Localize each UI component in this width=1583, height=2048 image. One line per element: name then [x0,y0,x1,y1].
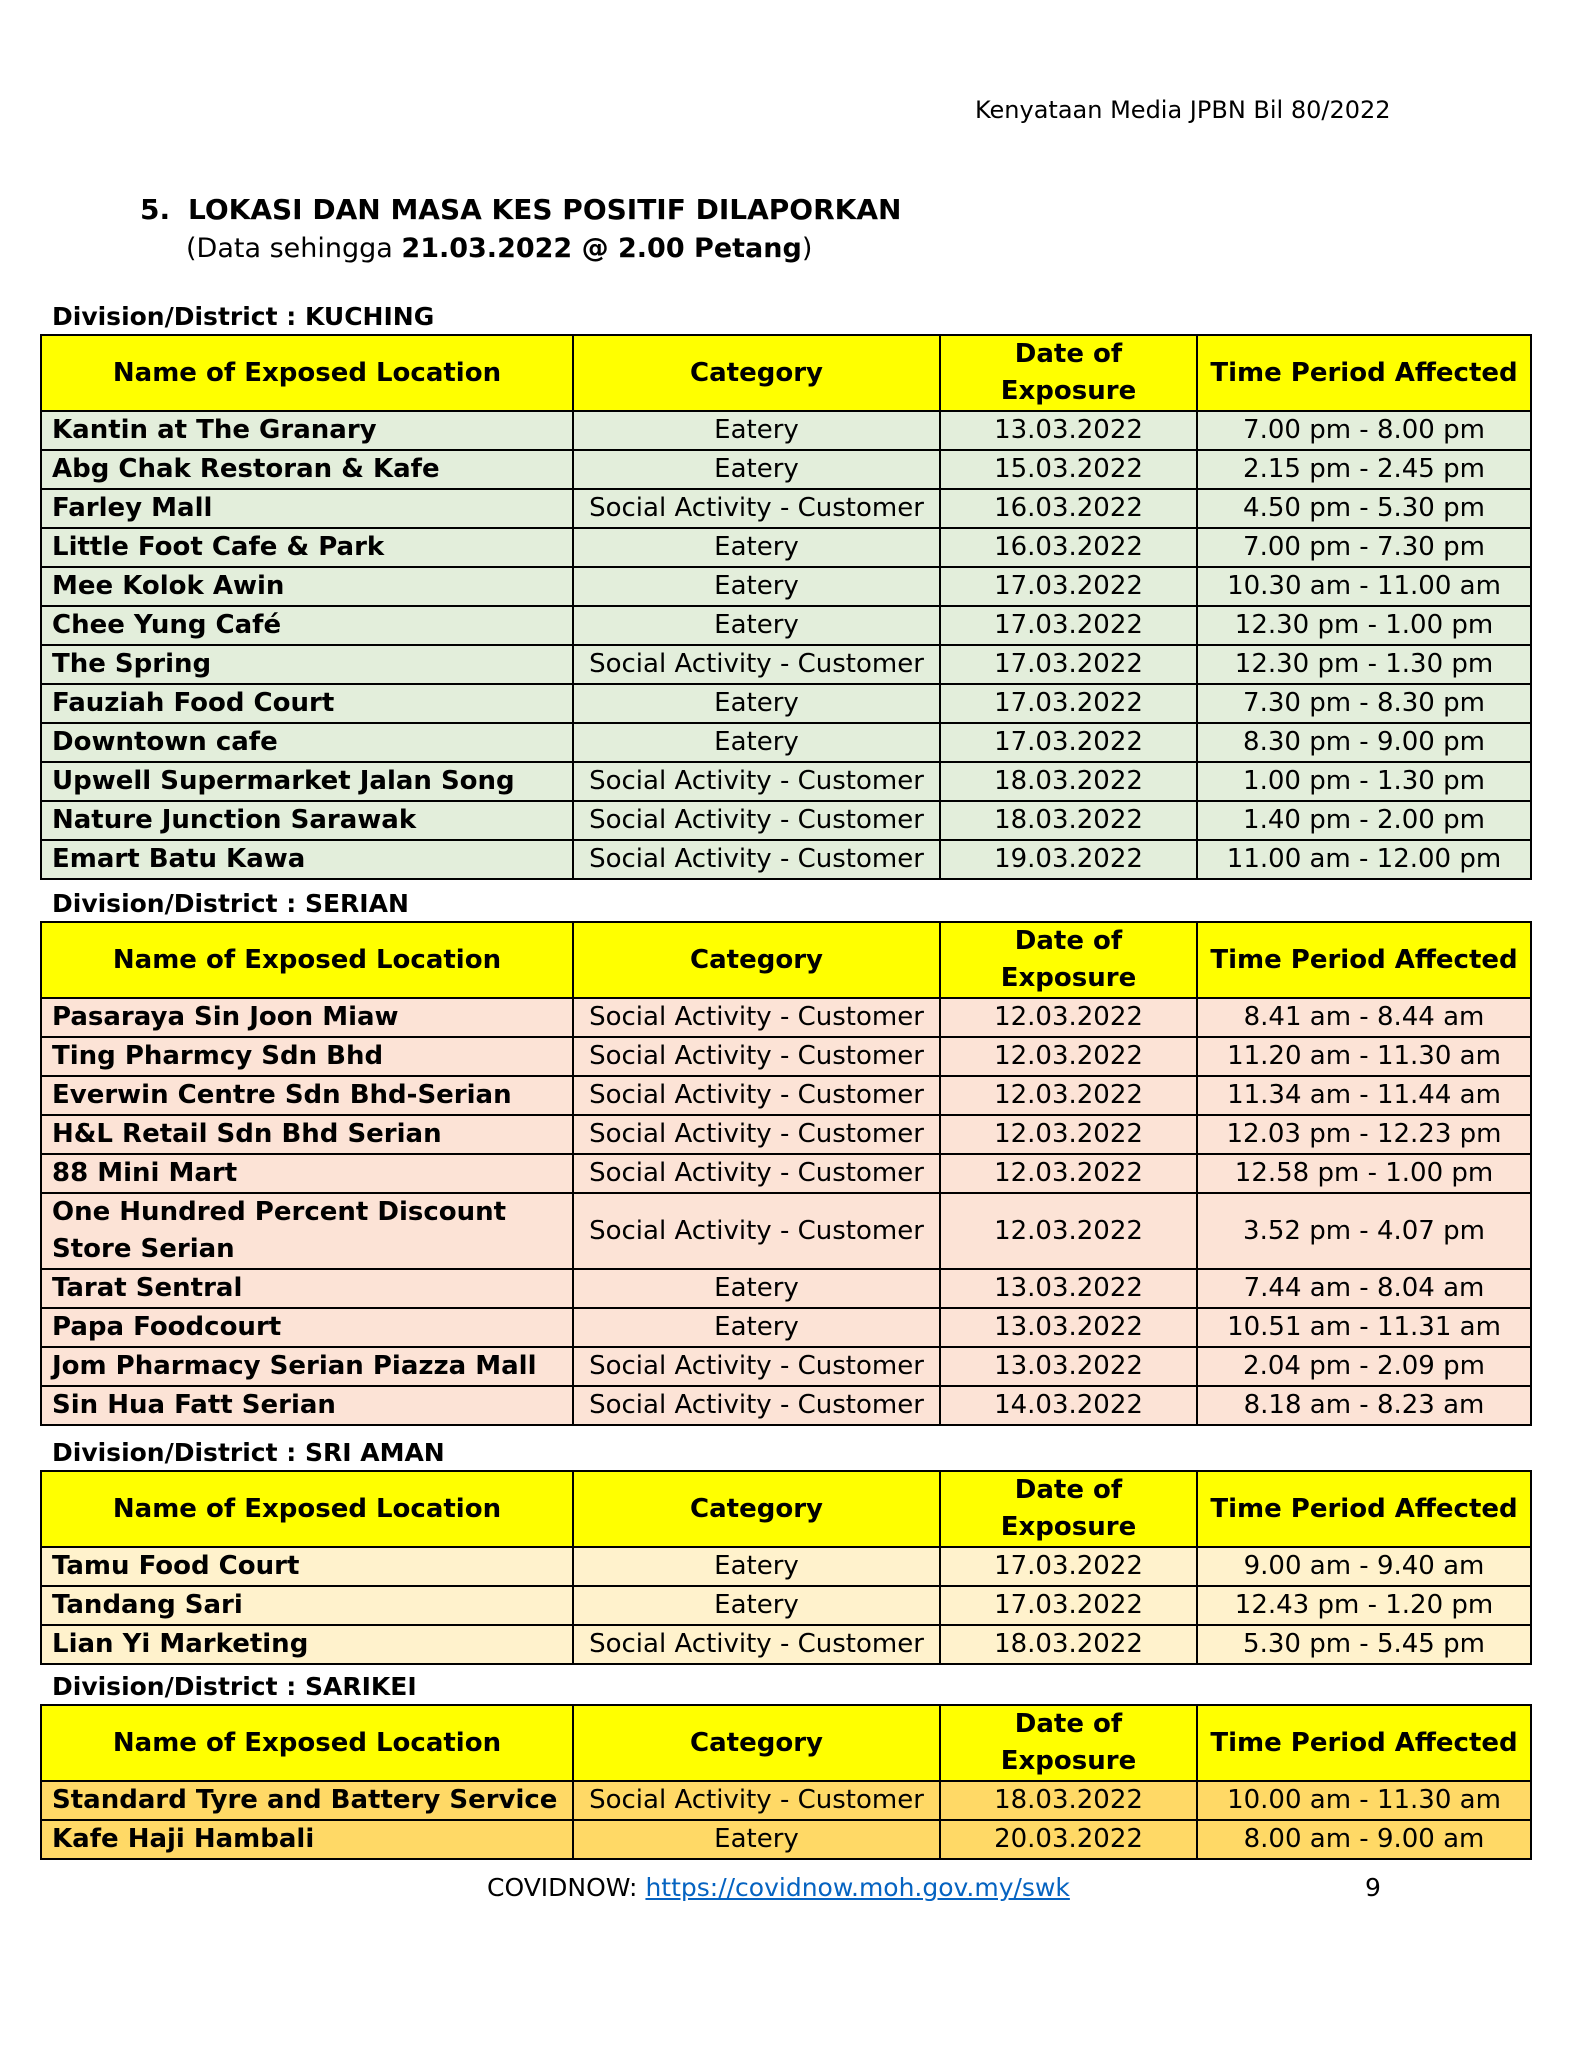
table-row [41,645,1531,684]
time-cell: 10.51 am - 11.31 am [1197,1308,1531,1347]
subtitle-date: 21.03.2022 @ 2.00 Petang [401,233,802,264]
time-cell: 8.00 am - 9.00 am [1197,1820,1531,1859]
location-cell: Pasaraya Sin Joon Miaw [41,998,573,1037]
date-cell: 16.03.2022 [940,528,1197,567]
table-row [41,606,1531,645]
exposure-table-serian [40,921,1532,1426]
time-cell: 12.03 pm - 12.23 pm [1197,1115,1531,1154]
column-header-time: Time Period Affected [1197,1471,1531,1547]
location-cell: Fauziah Food Court [41,684,573,723]
time-cell: 9.00 am - 9.40 am [1197,1547,1531,1586]
table-row [41,762,1531,801]
table-row [41,1269,1531,1308]
covidnow-link[interactable]: https://covidnow.moh.gov.my/swk [645,1873,1070,1902]
date-cell: 13.03.2022 [940,1308,1197,1347]
time-cell: 11.34 am - 11.44 am [1197,1076,1531,1115]
date-cell: 12.03.2022 [940,1193,1197,1269]
division-kuching [40,300,1530,880]
date-cell: 12.03.2022 [940,998,1197,1037]
column-header-location: Name of Exposed Location [41,922,573,998]
category-cell: Social Activity - Customer [573,645,940,684]
location-cell: Papa Foodcourt [41,1308,573,1347]
category-cell: Eatery [573,1547,940,1586]
location-cell: Abg Chak Restoran & Kafe [41,450,573,489]
date-cell: 13.03.2022 [940,1347,1197,1386]
division-name: SARIKEI [304,1672,417,1701]
location-cell: Sin Hua Fatt Serian [41,1386,573,1425]
date-cell: 17.03.2022 [940,567,1197,606]
exposure-table-kuching [40,334,1532,880]
division-name: KUCHING [304,302,435,331]
table-header-row [41,335,1531,411]
division-prefix: Division/District : [52,889,305,918]
category-cell: Eatery [573,450,940,489]
division-prefix: Division/District : [52,1672,305,1701]
table-row [41,411,1531,450]
table-row [41,1547,1531,1586]
time-cell: 8.18 am - 8.23 am [1197,1386,1531,1425]
time-cell: 11.00 am - 12.00 pm [1197,840,1531,879]
document-reference: Kenyataan Media JPBN Bil 80/2022 [975,96,1391,124]
section-subtitle [186,233,812,264]
date-cell: 13.03.2022 [940,1269,1197,1308]
table-header-row [41,1471,1531,1547]
date-cell: 18.03.2022 [940,801,1197,840]
category-cell: Social Activity - Customer [573,840,940,879]
date-cell: 13.03.2022 [940,411,1197,450]
time-cell: 7.00 pm - 7.30 pm [1197,528,1531,567]
category-cell: Eatery [573,1820,940,1859]
date-cell: 17.03.2022 [940,723,1197,762]
division-label [40,887,1530,921]
table-row [41,1625,1531,1664]
table-row [41,1347,1531,1386]
footer-label: COVIDNOW: [487,1873,646,1902]
category-cell: Eatery [573,723,940,762]
category-cell: Eatery [573,411,940,450]
time-cell: 1.40 pm - 2.00 pm [1197,801,1531,840]
category-cell: Social Activity - Customer [573,998,940,1037]
time-cell: 10.30 am - 11.00 am [1197,567,1531,606]
division-serian [40,887,1530,1426]
table-row [41,1193,1531,1269]
time-cell: 2.15 pm - 2.45 pm [1197,450,1531,489]
location-cell: Nature Junction Sarawak [41,801,573,840]
location-cell: Kafe Haji Hambali [41,1820,573,1859]
section-heading [140,193,901,226]
category-cell: Social Activity - Customer [573,1625,940,1664]
column-header-category: Category [573,922,940,998]
column-header-category: Category [573,1705,940,1781]
location-cell: Mee Kolok Awin [41,567,573,606]
table-row [41,489,1531,528]
date-cell: 17.03.2022 [940,606,1197,645]
date-cell: 12.03.2022 [940,1115,1197,1154]
location-cell: Standard Tyre and Battery Service [41,1781,573,1820]
location-cell: One Hundred Percent Discount Store Serian [41,1193,573,1269]
location-cell: Chee Yung Café [41,606,573,645]
subtitle-suffix: ) [801,233,813,264]
subtitle-prefix: (Data sehingga [186,233,402,264]
time-cell: 12.30 pm - 1.30 pm [1197,645,1531,684]
category-cell: Social Activity - Customer [573,489,940,528]
time-cell: 7.30 pm - 8.30 pm [1197,684,1531,723]
table-row [41,1115,1531,1154]
column-header-location: Name of Exposed Location [41,1705,573,1781]
date-cell: 14.03.2022 [940,1386,1197,1425]
exposure-table-sri-aman [40,1470,1532,1665]
date-cell: 17.03.2022 [940,645,1197,684]
location-cell: Everwin Centre Sdn Bhd-Serian [41,1076,573,1115]
table-row [41,1076,1531,1115]
location-cell: Tamu Food Court [41,1547,573,1586]
category-cell: Eatery [573,567,940,606]
date-cell: 12.03.2022 [940,1037,1197,1076]
table-row [41,1820,1531,1859]
location-cell: H&L Retail Sdn Bhd Serian [41,1115,573,1154]
category-cell: Eatery [573,528,940,567]
column-header-category: Category [573,335,940,411]
division-prefix: Division/District : [52,302,305,331]
location-cell: 88 Mini Mart [41,1154,573,1193]
time-cell: 7.00 pm - 8.00 pm [1197,411,1531,450]
table-row [41,528,1531,567]
category-cell: Eatery [573,1308,940,1347]
column-header-location: Name of Exposed Location [41,335,573,411]
time-cell: 3.52 pm - 4.07 pm [1197,1193,1531,1269]
time-cell: 8.41 am - 8.44 am [1197,998,1531,1037]
date-cell: 20.03.2022 [940,1820,1197,1859]
time-cell: 7.44 am - 8.04 am [1197,1269,1531,1308]
date-cell: 18.03.2022 [940,762,1197,801]
division-name: SERIAN [304,889,409,918]
location-cell: Tandang Sari [41,1586,573,1625]
category-cell: Social Activity - Customer [573,801,940,840]
time-cell: 2.04 pm - 2.09 pm [1197,1347,1531,1386]
division-sarikei [40,1670,1530,1860]
time-cell: 10.00 am - 11.30 am [1197,1781,1531,1820]
table-header-row [41,922,1531,998]
table-row [41,1308,1531,1347]
category-cell: Social Activity - Customer [573,1154,940,1193]
location-cell: Kantin at The Granary [41,411,573,450]
table-row [41,1781,1531,1820]
date-cell: 16.03.2022 [940,489,1197,528]
category-cell: Eatery [573,1586,940,1625]
table-row [41,1586,1531,1625]
category-cell: Eatery [573,1269,940,1308]
column-header-date: Date of Exposure [940,1705,1197,1781]
table-row [41,684,1531,723]
table-row [41,723,1531,762]
category-cell: Social Activity - Customer [573,1115,940,1154]
footer [487,1873,1070,1902]
date-cell: 12.03.2022 [940,1154,1197,1193]
section-title: LOKASI DAN MASA KES POSITIF DILAPORKAN [188,193,902,226]
category-cell: Social Activity - Customer [573,762,940,801]
column-header-time: Time Period Affected [1197,922,1531,998]
category-cell: Social Activity - Customer [573,1386,940,1425]
location-cell: Farley Mall [41,489,573,528]
date-cell: 18.03.2022 [940,1781,1197,1820]
location-cell: Tarat Sentral [41,1269,573,1308]
category-cell: Social Activity - Customer [573,1781,940,1820]
location-cell: Ting Pharmcy Sdn Bhd [41,1037,573,1076]
table-row [41,801,1531,840]
table-row [41,1154,1531,1193]
division-label [40,1436,1530,1470]
column-header-time: Time Period Affected [1197,335,1531,411]
date-cell: 17.03.2022 [940,684,1197,723]
column-header-location: Name of Exposed Location [41,1471,573,1547]
category-cell: Eatery [573,684,940,723]
table-row [41,998,1531,1037]
division-label [40,1670,1530,1704]
location-cell: Jom Pharmacy Serian Piazza Mall [41,1347,573,1386]
location-cell: Emart Batu Kawa [41,840,573,879]
location-cell: Little Foot Cafe & Park [41,528,573,567]
date-cell: 15.03.2022 [940,450,1197,489]
category-cell: Social Activity - Customer [573,1347,940,1386]
division-sri-aman [40,1436,1530,1665]
time-cell: 12.30 pm - 1.00 pm [1197,606,1531,645]
table-row [41,1386,1531,1425]
time-cell: 11.20 am - 11.30 am [1197,1037,1531,1076]
table-row [41,450,1531,489]
table-row [41,840,1531,879]
division-label [40,300,1530,334]
time-cell: 8.30 pm - 9.00 pm [1197,723,1531,762]
exposure-table-sarikei [40,1704,1532,1860]
division-name: SRI AMAN [304,1438,445,1467]
time-cell: 12.43 pm - 1.20 pm [1197,1586,1531,1625]
category-cell: Eatery [573,606,940,645]
date-cell: 17.03.2022 [940,1547,1197,1586]
time-cell: 12.58 pm - 1.00 pm [1197,1154,1531,1193]
column-header-category: Category [573,1471,940,1547]
date-cell: 18.03.2022 [940,1625,1197,1664]
section-number: 5. [140,193,171,226]
column-header-date: Date of Exposure [940,1471,1197,1547]
date-cell: 19.03.2022 [940,840,1197,879]
division-prefix: Division/District : [52,1438,305,1467]
location-cell: The Spring [41,645,573,684]
category-cell: Social Activity - Customer [573,1076,940,1115]
time-cell: 4.50 pm - 5.30 pm [1197,489,1531,528]
location-cell: Upwell Supermarket Jalan Song [41,762,573,801]
location-cell: Downtown cafe [41,723,573,762]
column-header-date: Date of Exposure [940,335,1197,411]
location-cell: Lian Yi Marketing [41,1625,573,1664]
date-cell: 17.03.2022 [940,1586,1197,1625]
category-cell: Social Activity - Customer [573,1193,940,1269]
time-cell: 5.30 pm - 5.45 pm [1197,1625,1531,1664]
column-header-date: Date of Exposure [940,922,1197,998]
page-number: 9 [1365,1873,1381,1902]
table-header-row [41,1705,1531,1781]
category-cell: Social Activity - Customer [573,1037,940,1076]
date-cell: 12.03.2022 [940,1076,1197,1115]
time-cell: 1.00 pm - 1.30 pm [1197,762,1531,801]
column-header-time: Time Period Affected [1197,1705,1531,1781]
table-row [41,1037,1531,1076]
table-row [41,567,1531,606]
